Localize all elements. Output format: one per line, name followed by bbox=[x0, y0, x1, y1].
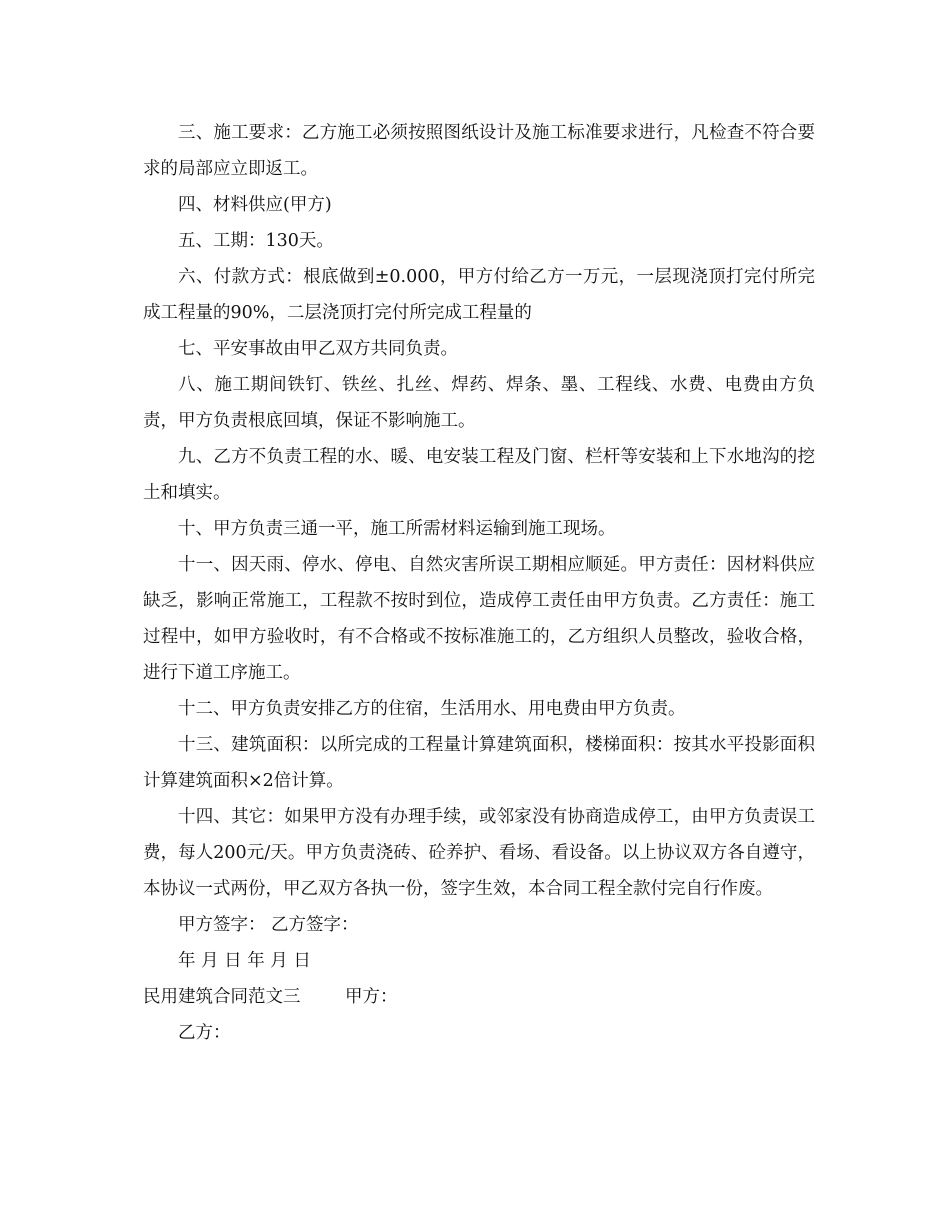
clause-4: 四、材料供应(甲方) bbox=[178, 195, 332, 215]
date-line: 年 月 日 年 月 日 bbox=[178, 951, 311, 971]
clause-12: 十二、甲方负责安排乙方的住宿，生活用水、用电费由甲方负责。 bbox=[178, 699, 686, 719]
clause-6: 六、付款方式：根底做到±0.000，甲方付给乙方一万元，一层现浇顶打完付所完成工程量的90%，二层浇顶打完付所完成工程量的 bbox=[143, 267, 815, 323]
clause-11: 十一、因天雨、停水、停电、自然灾害所误工期相应顺延。甲方责任：因材料供应缺乏，影响正常施工，工程款不按时到位，造成停工责任由甲方负责。乙方责任：施工过程中，如甲方验收时，有不合格或不按标准施工的，乙方组织人员整改，验收合格，进行下道工序施工。 bbox=[143, 555, 815, 683]
clause-7: 七、平安事故由甲乙双方共同负责。 bbox=[178, 339, 458, 359]
clause-10: 十、甲方负责三通一平，施工所需材料运输到施工现场。 bbox=[178, 519, 616, 539]
clause-5: 五、工期：130天。 bbox=[178, 231, 334, 251]
clause-13: 十三、建筑面积：以所完成的工程量计算建筑面积，楼梯面积：按其水平投影面积计算建筑面积×2倍计算。 bbox=[143, 735, 815, 791]
next-contract-title: 民用建筑合同范文三 bbox=[143, 987, 301, 1007]
signature-line: 甲方签字： 乙方签字： bbox=[178, 915, 359, 935]
clause-3: 三、施工要求：乙方施工必须按照图纸设计及施工标准要求进行，凡检查不符合要求的局部应立即返工。 bbox=[143, 123, 815, 179]
next-party-b-label: 乙方： bbox=[178, 1023, 231, 1043]
document-body bbox=[143, 115, 815, 1051]
next-party-a-label: 甲方： bbox=[345, 987, 398, 1007]
next-contract-heading bbox=[143, 979, 815, 1015]
clause-14: 十四、其它：如果甲方没有办理手续，或邻家没有协商造成停工，由甲方负责误工费，每人200元/天。甲方负责浇砖、砼养护、看场、看设备。以上协议双方各自遵守，本协议一式两份，甲乙双方各执一份，签字生效，本合同工程全款付完自行作废。 bbox=[143, 807, 815, 899]
clause-9: 九、乙方不负责工程的水、暖、电安装工程及门窗、栏杆等安装和上下水地沟的挖土和填实。 bbox=[143, 447, 815, 503]
clause-8: 八、施工期间铁钉、铁丝、扎丝、焊药、焊条、墨、工程线、水费、电费由方负责，甲方负责根底回填，保证不影响施工。 bbox=[143, 375, 815, 431]
